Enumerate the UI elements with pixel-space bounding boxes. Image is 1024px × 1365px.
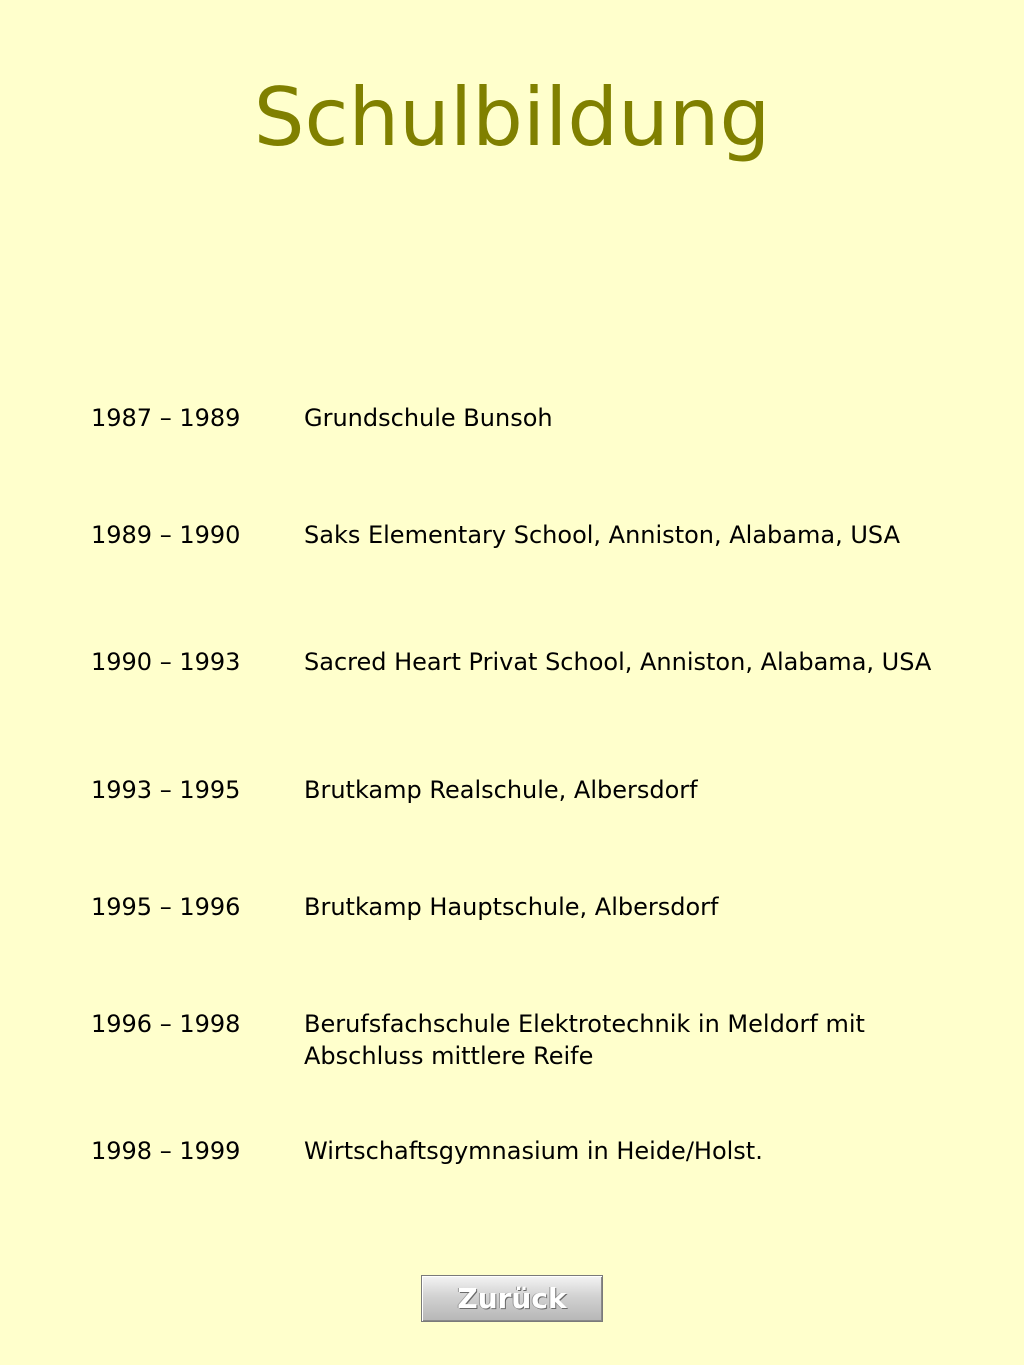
entry-school: Wirtschaftsgymnasium in Heide/Holst.: [304, 1137, 763, 1165]
entry-school: Brutkamp Hauptschule, Albersdorf: [304, 893, 719, 921]
entry-years: 1993 – 1995: [91, 776, 241, 804]
entry-years: 1987 – 1989: [91, 404, 241, 432]
entry-years: 1998 – 1999: [91, 1137, 241, 1165]
entry-years: 1989 – 1990: [91, 521, 241, 549]
back-button[interactable]: Zurück: [421, 1275, 603, 1322]
entry-school: Berufsfachschule Elektrotechnik in Meldorf mit Abschluss mittlere Reife: [304, 1010, 865, 1070]
entry-years: 1996 – 1998: [91, 1010, 241, 1038]
entry-school: Saks Elementary School, Anniston, Alabama, USA: [304, 521, 900, 549]
entry-school: Sacred Heart Privat School, Anniston, Alabama, USA: [304, 648, 932, 676]
entry-years: 1990 – 1993: [91, 648, 241, 676]
page-title: Schulbildung: [253, 71, 771, 164]
entry-school: Brutkamp Realschule, Albersdorf: [304, 776, 698, 804]
entry-years: 1995 – 1996: [91, 893, 241, 921]
entry-school: Grundschule Bunsoh: [304, 404, 553, 432]
